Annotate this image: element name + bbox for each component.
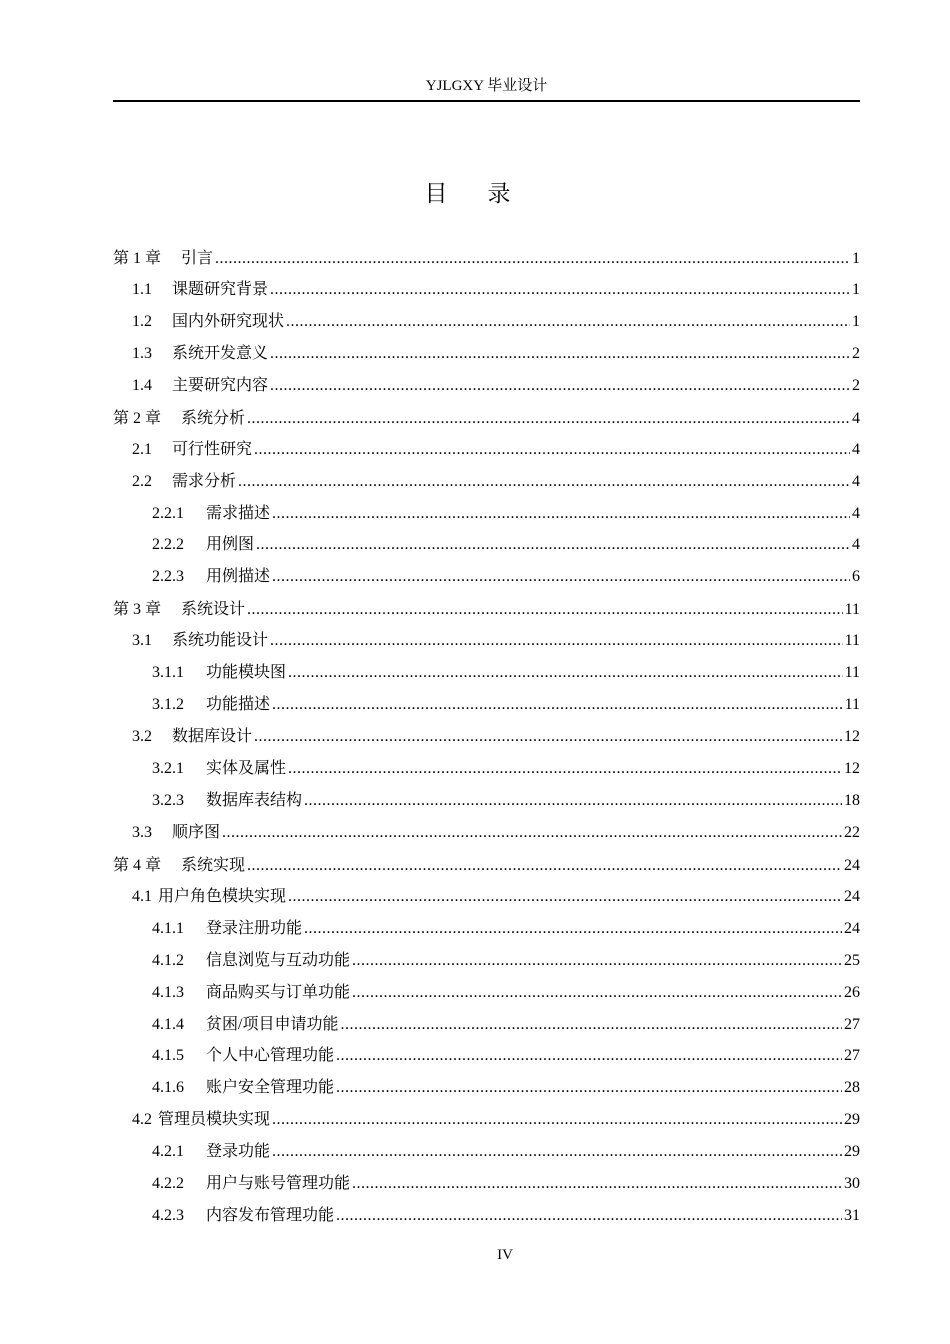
toc-entry[interactable] — [113, 785, 860, 817]
toc-entry-label: 系统开发意义 — [172, 344, 269, 362]
toc-entry-number: 4.2.1 — [152, 1143, 184, 1161]
toc-dot-leader — [247, 594, 843, 626]
toc-entry-label: 商品购买与订单功能 — [206, 983, 351, 1001]
page-header: YJLGXY 毕业设计 — [425, 78, 548, 94]
toc-dot-leader — [336, 1040, 842, 1072]
toc-entry-number: 3.1.1 — [152, 664, 184, 682]
toc-entry-label: 管理员模块实现 — [158, 1111, 271, 1129]
toc-entry-page: 12 — [844, 728, 860, 746]
toc-entry[interactable] — [113, 753, 860, 785]
toc-entry-number: 第 2 章 — [113, 409, 162, 427]
toc-entry-number: 2.2.2 — [152, 536, 184, 554]
toc-entry-label: 信息浏览与互动功能 — [206, 951, 351, 969]
toc-entry-label: 系统功能设计 — [172, 632, 269, 650]
toc-entry-number: 3.2.3 — [152, 791, 184, 809]
toc-entry-label: 可行性研究 — [172, 440, 253, 458]
toc-entry-number: 2.2 — [132, 472, 152, 490]
toc-entry-page: 4 — [852, 472, 860, 490]
toc-entry-number: 4.2 — [132, 1111, 152, 1129]
toc-entry-page: 1 — [852, 250, 860, 267]
toc-dot-leader — [352, 1168, 842, 1200]
toc-entry[interactable] — [113, 1200, 860, 1232]
toc-entry[interactable] — [113, 721, 860, 753]
table-of-contents — [113, 242, 860, 1232]
toc-entry-label: 贫困/项目申请功能 — [206, 1015, 339, 1033]
toc-entry-number: 3.1 — [132, 632, 152, 650]
toc-entry-label: 引言 — [181, 248, 214, 267]
toc-entry-number: 4.1.1 — [152, 919, 184, 937]
toc-dot-leader — [288, 753, 842, 785]
toc-entry-number: 4.2.2 — [152, 1175, 184, 1193]
header-rule — [113, 100, 860, 102]
toc-entry-label: 系统分析 — [181, 407, 246, 427]
toc-entry[interactable] — [113, 977, 860, 1009]
toc-dot-leader — [288, 881, 842, 913]
toc-entry[interactable] — [113, 370, 860, 402]
toc-entry[interactable] — [113, 338, 860, 370]
toc-entry[interactable] — [113, 1040, 860, 1072]
toc-entry-label: 用例图 — [206, 536, 255, 554]
toc-entry-label: 数据库设计 — [172, 728, 253, 746]
toc-entry-label: 系统实现 — [181, 854, 246, 874]
toc-dot-leader — [272, 689, 843, 721]
toc-entry-page: 4 — [852, 504, 860, 522]
toc-dot-leader — [222, 817, 842, 849]
toc-entry[interactable] — [113, 529, 860, 561]
toc-entry-page: 11 — [844, 696, 860, 714]
toc-entry[interactable] — [113, 817, 860, 849]
toc-entry[interactable] — [113, 466, 860, 498]
toc-entry-label: 账户安全管理功能 — [206, 1079, 335, 1097]
toc-entry-page: 4 — [852, 536, 860, 554]
toc-entry-page: 31 — [844, 1207, 860, 1225]
toc-dot-leader — [304, 913, 842, 945]
toc-entry[interactable] — [113, 498, 860, 530]
toc-entry-page: 26 — [844, 983, 860, 1001]
toc-entry-number: 4.1 — [132, 887, 152, 905]
toc-title: 目录 — [424, 181, 551, 207]
toc-entry-page: 11 — [844, 601, 860, 619]
toc-entry-number: 2.1 — [132, 440, 152, 458]
toc-entry[interactable] — [113, 593, 860, 625]
toc-dot-leader — [270, 274, 850, 306]
toc-entry[interactable] — [113, 625, 860, 657]
toc-entry-number: 4.1.2 — [152, 951, 184, 969]
toc-entry[interactable] — [113, 849, 860, 881]
toc-entry[interactable] — [113, 1009, 860, 1041]
toc-dot-leader — [336, 1072, 842, 1104]
toc-entry-number: 4.1.3 — [152, 983, 184, 1001]
toc-entry-number: 3.2 — [132, 728, 152, 746]
toc-entry-number: 第 3 章 — [113, 601, 162, 619]
toc-entry-page: 4 — [852, 409, 860, 427]
toc-entry-number: 4.2.3 — [152, 1207, 184, 1225]
toc-entry-number: 2.2.1 — [152, 504, 184, 522]
toc-dot-leader — [270, 338, 850, 370]
toc-entry-number: 3.3 — [132, 823, 152, 841]
toc-dot-leader — [286, 306, 850, 338]
toc-entry-label: 个人中心管理功能 — [206, 1047, 335, 1065]
toc-dot-leader — [270, 370, 850, 402]
toc-entry-number: 3.2.1 — [152, 760, 184, 777]
toc-entry-number: 1.2 — [132, 312, 152, 330]
toc-dot-leader — [352, 977, 842, 1009]
toc-entry-label: 主要研究内容 — [172, 376, 269, 394]
toc-entry-page: 1 — [852, 280, 860, 298]
toc-entry-label: 实体及属性 — [206, 760, 287, 777]
toc-entry-page: 29 — [844, 1143, 860, 1161]
toc-entry[interactable] — [113, 945, 860, 977]
toc-entry-page: 11 — [844, 664, 860, 682]
toc-entry-page: 27 — [844, 1047, 860, 1065]
toc-dot-leader — [340, 1009, 842, 1041]
toc-entry-label: 需求分析 — [172, 472, 237, 490]
toc-dot-leader — [272, 1136, 842, 1168]
toc-entry[interactable] — [113, 306, 860, 338]
toc-entry-label: 功能描述 — [206, 696, 271, 714]
toc-entry-label: 用例描述 — [206, 568, 271, 586]
toc-entry[interactable] — [113, 689, 860, 721]
toc-entry-label: 内容发布管理功能 — [206, 1207, 335, 1225]
toc-entry[interactable] — [113, 561, 860, 593]
toc-dot-leader — [272, 498, 850, 530]
toc-entry[interactable] — [113, 913, 860, 945]
toc-entry-label: 需求描述 — [206, 504, 271, 522]
toc-dot-leader — [256, 529, 850, 561]
toc-dot-leader — [238, 466, 850, 498]
toc-dot-leader — [272, 1104, 842, 1136]
toc-entry-number: 4.1.4 — [152, 1015, 184, 1033]
toc-entry-page: 30 — [844, 1175, 860, 1193]
toc-entry-page: 24 — [844, 856, 860, 874]
toc-entry-number: 2.2.3 — [152, 568, 184, 586]
toc-dot-leader — [288, 657, 843, 689]
toc-entry-page: 24 — [844, 887, 860, 905]
toc-entry-page: 11 — [844, 632, 860, 650]
toc-entry-number: 1.1 — [132, 280, 152, 298]
toc-entry-number: 1.4 — [132, 376, 152, 394]
toc-entry-number: 1.3 — [132, 344, 152, 362]
toc-dot-leader — [254, 434, 850, 466]
toc-entry-label: 用户角色模块实现 — [158, 887, 287, 905]
toc-entry[interactable] — [113, 1168, 860, 1200]
toc-dot-leader — [247, 850, 842, 882]
toc-entry-page: 28 — [844, 1079, 860, 1097]
toc-entry-label: 顺序图 — [172, 823, 221, 841]
toc-dot-leader — [247, 403, 850, 435]
toc-entry-page: 2 — [852, 376, 860, 394]
toc-entry-page: 4 — [852, 440, 860, 458]
toc-entry-page: 6 — [852, 568, 860, 586]
toc-dot-leader — [336, 1200, 842, 1232]
toc-entry-number: 第 1 章 — [113, 250, 162, 267]
toc-entry[interactable] — [113, 1104, 860, 1136]
toc-entry[interactable] — [113, 657, 860, 689]
toc-entry-label: 课题研究背景 — [172, 280, 269, 298]
toc-entry-label: 数据库表结构 — [206, 791, 303, 809]
toc-entry-page: 12 — [844, 760, 860, 777]
toc-entry[interactable] — [113, 1136, 860, 1168]
toc-entry-number: 4.1.5 — [152, 1047, 184, 1065]
toc-entry-label: 国内外研究现状 — [172, 312, 285, 330]
toc-dot-leader — [270, 625, 843, 657]
toc-entry-page: 25 — [844, 951, 860, 969]
toc-entry[interactable] — [113, 434, 860, 466]
toc-entry-label: 登录功能 — [206, 1143, 271, 1161]
toc-dot-leader — [272, 561, 850, 593]
page-number: IV — [497, 1247, 513, 1263]
toc-entry-label: 登录注册功能 — [206, 919, 303, 937]
toc-entry-page: 2 — [852, 344, 860, 362]
toc-entry-number: 第 4 章 — [113, 856, 162, 874]
toc-entry-page: 18 — [844, 791, 860, 809]
toc-entry[interactable] — [113, 274, 860, 306]
toc-dot-leader — [352, 945, 842, 977]
toc-dot-leader — [254, 721, 842, 753]
toc-entry-label: 功能模块图 — [206, 664, 287, 682]
toc-entry[interactable] — [113, 881, 860, 913]
toc-entry-page: 22 — [844, 823, 860, 841]
toc-entry-number: 4.1.6 — [152, 1079, 184, 1097]
toc-entry-label: 用户与账号管理功能 — [206, 1175, 351, 1193]
toc-entry-page: 27 — [844, 1015, 860, 1033]
toc-entry[interactable] — [113, 402, 860, 434]
toc-entry[interactable] — [113, 242, 860, 274]
toc-entry-label: 系统设计 — [181, 599, 246, 619]
toc-entry-page: 29 — [844, 1111, 860, 1129]
toc-entry-page: 24 — [844, 919, 860, 937]
toc-entry-number: 3.1.2 — [152, 696, 184, 714]
toc-entry[interactable] — [113, 1072, 860, 1104]
toc-entry-page: 1 — [852, 312, 860, 330]
toc-dot-leader — [215, 243, 850, 275]
toc-dot-leader — [304, 785, 842, 817]
